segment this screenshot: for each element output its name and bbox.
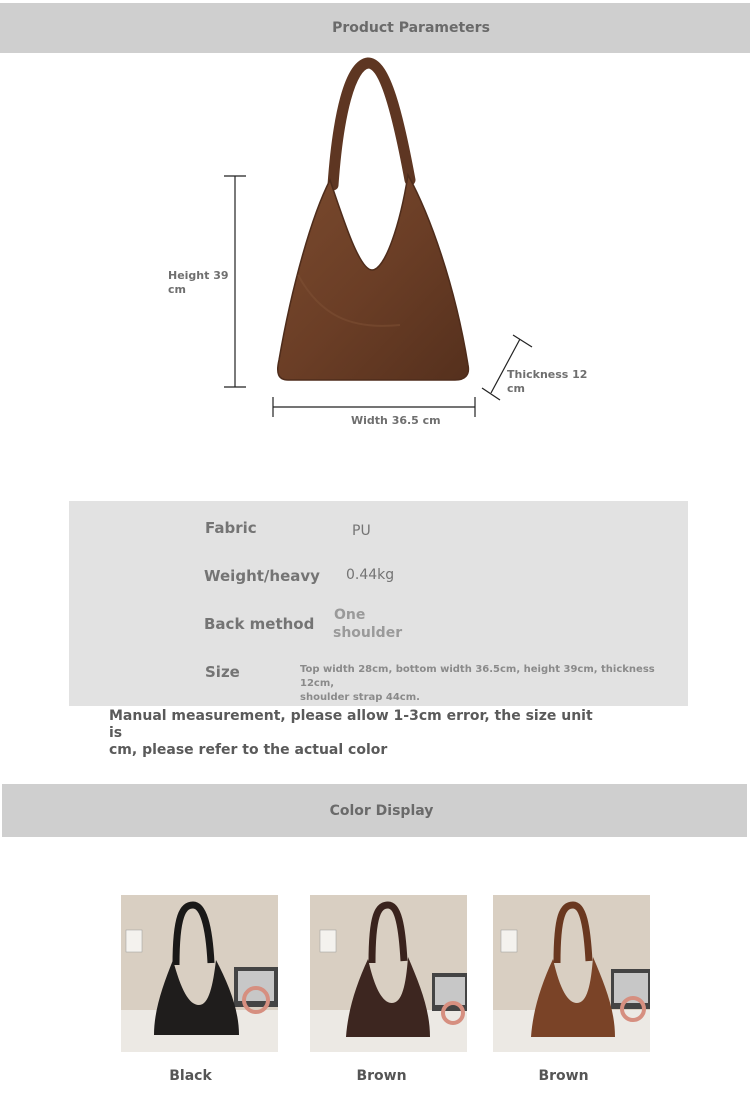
param-label-size: Size <box>205 663 240 681</box>
param-value-size: Top width 28cm, bottom width 36.5cm, height 39cm, thickness 12cm, shoulder strap 44cm. <box>300 664 655 703</box>
color-name-brown: Brown <box>538 1068 589 1084</box>
width-dimension-label: Width 36.5 cm <box>351 414 441 427</box>
section-header-color-display <box>2 784 747 837</box>
thickness-dimension-label: Thickness 12 cm <box>507 368 588 395</box>
param-label-weight: Weight/heavy <box>204 567 320 585</box>
color-name-black: Black <box>169 1068 212 1084</box>
param-label-back-method: Back method <box>204 615 315 633</box>
section-title: Color Display <box>329 802 434 819</box>
bag-diagram <box>0 55 750 445</box>
section-header-product-parameters <box>0 3 750 53</box>
bag-body <box>278 175 469 380</box>
height-dimension-label: Height 39 cm <box>168 269 229 296</box>
measurement-note: Manual measurement, please allow 1-3cm error, the size unit is cm, please refer to the actual color <box>109 708 593 758</box>
bag-strap <box>333 63 410 185</box>
color-swatch-black[interactable] <box>121 895 278 1052</box>
color-swatch-brown[interactable] <box>493 895 650 1052</box>
param-label-fabric: Fabric <box>205 519 257 537</box>
param-value-weight: 0.44kg <box>346 567 395 583</box>
param-value-fabric: PU <box>352 523 371 539</box>
parameters-table <box>69 501 688 706</box>
param-value-back-method: One shoulder <box>333 607 403 641</box>
section-title: Product Parameters <box>332 20 490 36</box>
color-swatch-dark-brown[interactable] <box>310 895 467 1052</box>
color-name-brown-dark: Brown <box>356 1068 407 1084</box>
